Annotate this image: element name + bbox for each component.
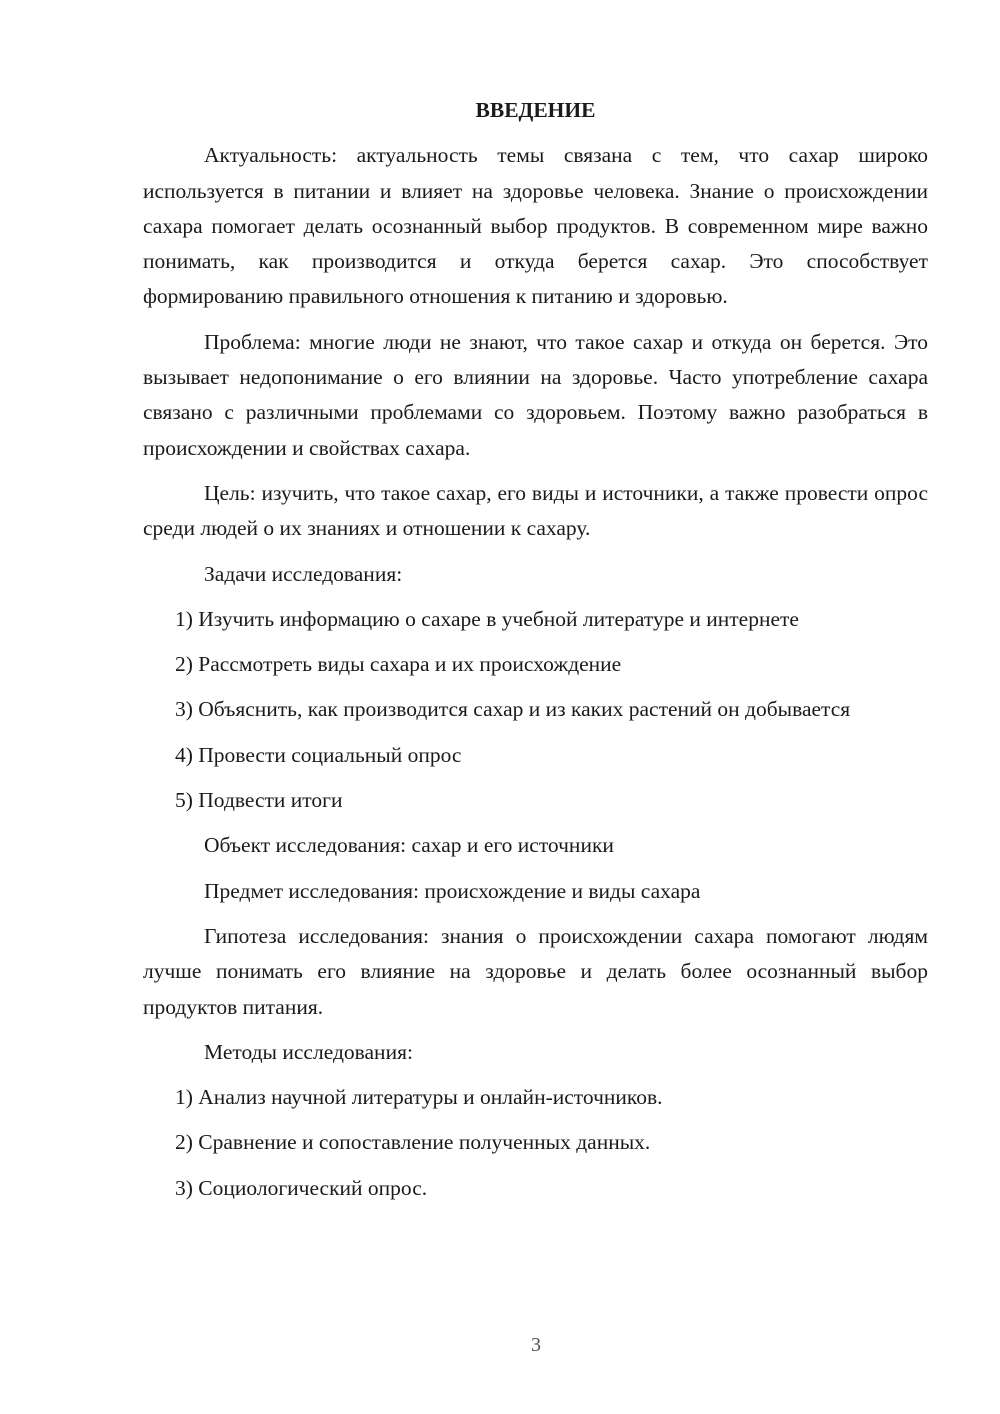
list-item-method: 1) Анализ научной литературы и онлайн-источников. bbox=[175, 1085, 663, 1110]
list-item-task: 2) Рассмотреть виды сахара и их происхождение bbox=[175, 652, 622, 677]
list-item-method: 3) Социологический опрос. bbox=[175, 1175, 428, 1200]
paragraph-problem: Проблема: многие люди не знают, что такое сахар и откуда он берется. Это вызывает недопонимание о его влиянии на здоровье. Часто употребление сахара связано с различными проблемами со здоровьем. Поэтому важно разобраться в происхождении и свойствах сахара. bbox=[143, 329, 928, 460]
list-item-task: 1) Изучить информацию о сахаре в учебной литературе и интернете bbox=[175, 606, 799, 631]
page-title: ВВЕДЕНИЕ bbox=[475, 98, 596, 122]
paragraph-object: Объект исследования: сахар и его источники bbox=[204, 833, 614, 858]
list-item-task: 3) Объяснить, как производится сахар и из каких растений он добывается bbox=[175, 697, 851, 722]
list-item-task: 4) Провести социальный опрос bbox=[175, 742, 462, 767]
methods-heading: Методы исследования: bbox=[204, 1039, 413, 1064]
list-item-method: 2) Сравнение и сопоставление полученных данных. bbox=[175, 1130, 651, 1155]
tasks-heading: Задачи исследования: bbox=[204, 561, 403, 586]
page-number: 3 bbox=[531, 1334, 541, 1356]
paragraph-hypothesis: Гипотеза исследования: знания о происхождении сахара помогают людям лучше понимать его влияние на здоровье и делать более осознанный выбор продуктов питания. bbox=[143, 923, 928, 1019]
list-item-task: 5) Подвести итоги bbox=[175, 788, 343, 813]
document-page bbox=[143, 93, 928, 1216]
paragraph-goal: Цель: изучить, что такое сахар, его виды и источники, а также провести опрос среди людей о их знаниях и отношении к сахару. bbox=[143, 480, 928, 541]
paragraph-subject: Предмет исследования: происхождение и виды сахара bbox=[204, 878, 701, 903]
paragraph-relevance: Актуальность: актуальность темы связана с тем, что сахар широко используется в питании и влияет на здоровье человека. Знание о происхождении сахара помогает делать осознанный выбор продуктов. В современном мире важно понимать, как производится и откуда берется сахар. Это способствует формированию правильного отношения к питанию и здоровью. bbox=[143, 143, 928, 309]
